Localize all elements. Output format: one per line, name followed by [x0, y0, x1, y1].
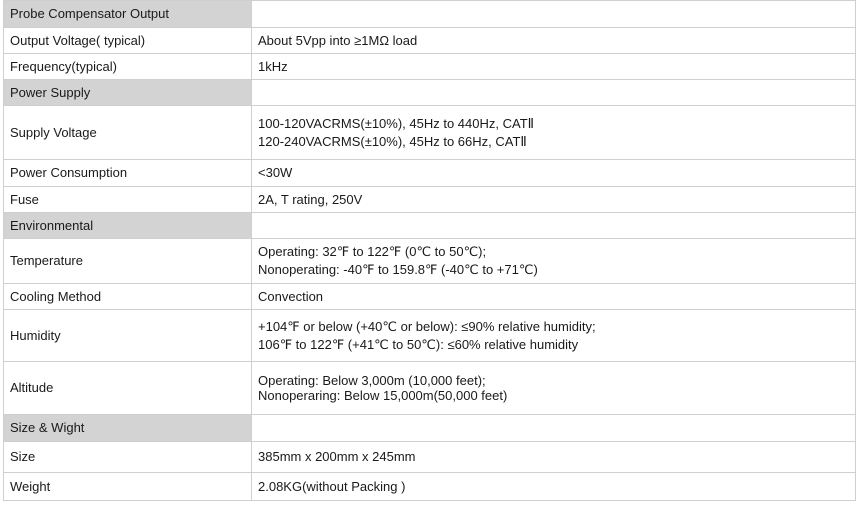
weight-label: Weight: [4, 473, 252, 501]
altitude-line: Operating: Below 3,000m (10,000 feet);: [258, 373, 486, 388]
section-header-size-weight: Size & Wight: [4, 415, 252, 442]
size-label: Size: [4, 442, 252, 473]
table-row: [4, 187, 856, 213]
section-row: [4, 1, 856, 28]
section-row: [4, 213, 856, 239]
altitude-line: Nonoperaring: Below 15,000m(50,000 feet): [258, 388, 508, 403]
size-value: 385mm x 200mm x 245mm: [252, 442, 856, 473]
temperature-label: Temperature: [4, 239, 252, 284]
table-row: [4, 28, 856, 54]
section-row: [4, 415, 856, 442]
frequency-value: 1kHz: [252, 54, 856, 80]
power-consumption-label: Power Consumption: [4, 160, 252, 187]
altitude-label: Altitude: [4, 362, 252, 415]
table-row: [4, 160, 856, 187]
section-row: [4, 80, 856, 106]
table-row: [4, 310, 856, 362]
table-row: [4, 239, 856, 284]
section-spacer: [252, 80, 856, 106]
table-row: [4, 284, 856, 310]
section-header-power-supply: Power Supply: [4, 80, 252, 106]
temperature-value: [252, 239, 856, 284]
supply-voltage-line: 100-120VACRMS(±10%), 45Hz to 440Hz, CATⅡ: [258, 115, 535, 131]
supply-voltage-line: 120-240VACRMS(±10%), 45Hz to 66Hz, CATⅡ: [258, 133, 527, 149]
table-row: [4, 54, 856, 80]
humidity-label: Humidity: [4, 310, 252, 362]
table-row: [4, 362, 856, 415]
weight-value: 2.08KG(without Packing ): [252, 473, 856, 501]
output-voltage-value: About 5Vpp into ≥1MΩ load: [252, 28, 856, 54]
table-row: [4, 442, 856, 473]
humidity-line: 106℉ to 122℉ (+41℃ to 50℃): ≤60% relative humidity: [258, 336, 579, 352]
temperature-line: Nonoperating: -40℉ to 159.8℉ (-40℃ to +71℃): [258, 262, 538, 277]
altitude-value: [252, 362, 856, 415]
supply-voltage-value: [252, 106, 856, 160]
frequency-label: Frequency(typical): [4, 54, 252, 80]
section-header-environmental: Environmental: [4, 213, 252, 239]
temperature-line: Operating: 32℉ to 122℉ (0℃ to 50℃);: [258, 244, 487, 259]
supply-voltage-label: Supply Voltage: [4, 106, 252, 160]
cooling-method-label: Cooling Method: [4, 284, 252, 310]
section-spacer: [252, 1, 856, 28]
fuse-value: 2A, T rating, 250V: [252, 187, 856, 213]
cooling-method-value: Convection: [252, 284, 856, 310]
table-row: [4, 106, 856, 160]
section-spacer: [252, 213, 856, 239]
humidity-value: [252, 310, 856, 362]
section-spacer: [252, 415, 856, 442]
humidity-line: +104℉ or below (+40℃ or below): ≤90% relative humidity;: [258, 318, 596, 334]
spec-table: [3, 0, 856, 501]
section-header-probe-compensator: Probe Compensator Output: [4, 1, 252, 28]
power-consumption-value: <30W: [252, 160, 856, 187]
table-row: [4, 473, 856, 501]
fuse-label: Fuse: [4, 187, 252, 213]
output-voltage-label: Output Voltage( typical): [4, 28, 252, 54]
